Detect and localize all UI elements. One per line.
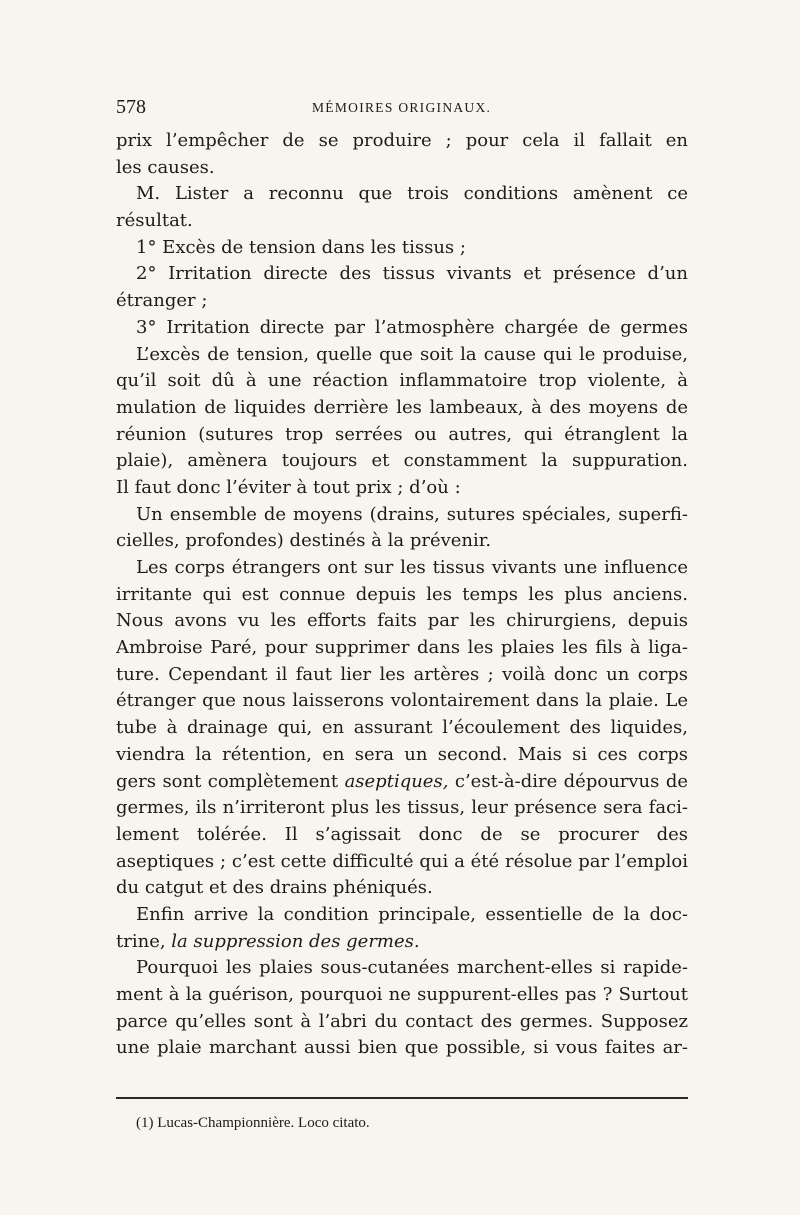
text-line: cielles, profondes) destinés à la prévenir.: [116, 530, 492, 552]
text-line: une plaie marchant aussi bien que possible, si vous faites ar-: [116, 1037, 688, 1059]
text-line: M. Lister a reconnu que trois conditions amènent ce: [136, 183, 688, 205]
text-line: parce qu’elles sont à l’abri du contact des germes. Supposez: [116, 1010, 688, 1032]
text-line: Nous avons vu les efforts faits par les chirurgiens, depuis: [116, 610, 688, 632]
text-line: irritante qui est connue depuis les temps les plus anciens.: [116, 583, 688, 605]
text-line: viendra la rétention, en sera un second. Mais si ces corps: [116, 743, 688, 765]
text-line: étranger que nous laisserons volontairement dans la plaie. Le: [116, 690, 688, 712]
text-line: les causes.: [116, 156, 215, 178]
text-line: germes, ils n’irriteront plus les tissus, leur présence sera faci-: [116, 797, 688, 819]
text-run: gers sont complètement: [116, 770, 339, 792]
text-line: Ambroise Paré, pour supprimer dans les plaies les fils à liga-: [116, 637, 688, 659]
running-title: MÉMOIRES ORIGINAUX.: [312, 100, 492, 115]
text-line: ment à la guérison, pourquoi ne suppurent-elles pas ? Surtout: [116, 984, 688, 1005]
text-line: plaie), amènera toujours et constamment la suppuration.: [116, 450, 688, 472]
text-line: aseptiques ; c’est cette difficulté qui a été résolue par l’emploi: [116, 850, 688, 872]
text-line: réunion (sutures trop serrées ou autres, qui étranglent la: [116, 423, 688, 445]
text-line: L’excès de tension, quelle que soit la cause qui le produise,: [136, 343, 688, 365]
text-line: du catgut et des drains phéniqués.: [116, 877, 433, 899]
text-line: tube à drainage qui, en assurant l’écoulement des liquides,: [116, 717, 688, 739]
text-line: mulation de liquides derrière les lambeaux, à des moyens de: [116, 396, 688, 418]
text-line: 2° Irritation directe des tissus vivants et présence d’un: [136, 263, 688, 285]
text-line: 1° Excès de tension dans les tissus ;: [136, 236, 466, 258]
text-line: Enfin arrive la condition principale, essentielle de la doc-: [136, 903, 688, 925]
text-line: résultat.: [116, 210, 193, 232]
text-line: ture. Cependant il faut lier les artères ; voilà donc un corps: [116, 663, 688, 685]
footnote-rule: [116, 1097, 688, 1099]
text-run: trine,: [116, 930, 166, 952]
body-text: [116, 128, 688, 1062]
text-line: Pourquoi les plaies sous-cutanées marchent-elles si rapide-: [136, 957, 688, 979]
italic-term: aseptiques,: [344, 770, 449, 792]
text-line: Les corps étrangers ont sur les tissus vivants une influence: [136, 557, 688, 578]
text-run: c’est-à-dire dépourvus de: [454, 770, 688, 792]
text-line: lement tolérée. Il s’agissait donc de se procurer des: [116, 823, 688, 845]
text-line: Il faut donc l’éviter à tout prix ; d’où :: [116, 476, 461, 498]
text-line: prix l’empêcher de se produire ; pour cela il fallait en: [116, 130, 688, 151]
italic-term: la suppression des germes.: [171, 930, 420, 952]
footnote: (1) Lucas-Championnière. Loco citato.: [136, 1115, 370, 1131]
page-number: 578: [116, 96, 146, 118]
running-head: [116, 96, 688, 122]
text-line: qu’il soit dû à une réaction inflammatoire trop violente, à: [116, 370, 688, 392]
text-line: Un ensemble de moyens (drains, sutures spéciales, superfi-: [136, 503, 688, 525]
text-line: [116, 769, 688, 796]
text-line: 3° Irritation directe par l’atmosphère chargée de germes: [136, 316, 688, 338]
text-line: [116, 929, 688, 956]
text-line: étranger ;: [116, 290, 208, 312]
